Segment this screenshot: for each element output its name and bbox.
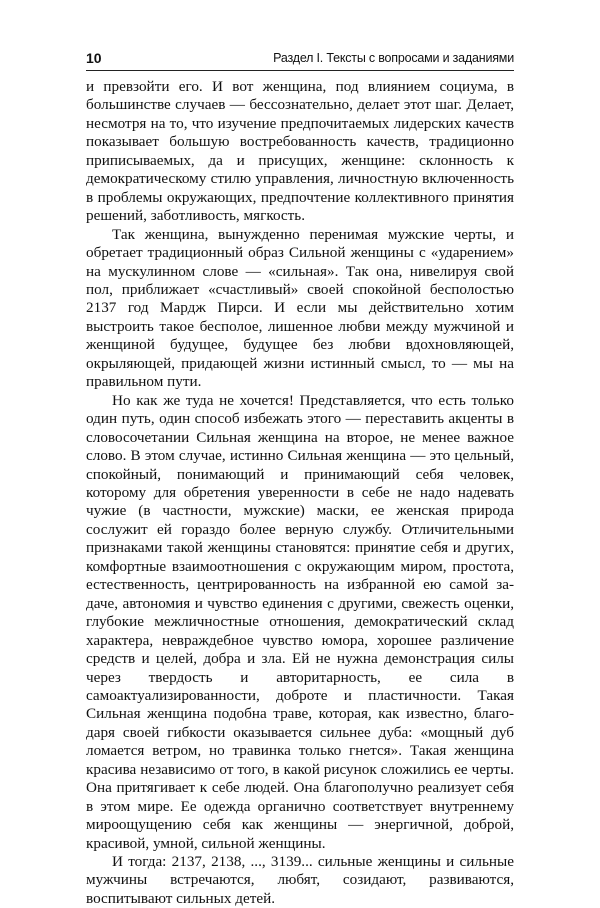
paragraph-3: Но как же туда не хочется! Представляется, что есть только один путь, один способ избежать этого — переставить акценты в словосочетании Сильная женщина на второе, не менее важное слово. В этом случае, истинно Сильная женщина — это цельный, спокойный, понимающий и принимающий себя человек, которому для обретения уверенности в себе не надо надевать чужие (в частности, мужские) маски, ее женская природа сослужит ей гораздо более верную службу. Отличительными признаками такой женщины становятся: принятие себя и других, комфортные взаимоотношения с окружающим миром, простота, естественность, центрированность на избранной ею самой задаче, автономия и чувство единения с другими, свежесть оценки, глубокие межличностные отношения, демократический склад характера, невраждебное чувство юмора, хорошее различение средств и целей, добра и зла. Ей не нужна демонстрация силы через твердость и авторитарность, ее сила в самоактуализированности, доброте и пластичности. Такая Сильная женщина подобна траве, которая, как известно, благодаря своей гибкости оказывается сильнее дуба: «мощный дуб ломается ветром, но травинка только гнется». Такая женщина красива независимо от того, в какой рисунок сложились ее черты. Она притягивает к себе людей. Она благополучно реализует себя в этом мире. Ее одежда органично соответствует внутреннему мироощущению себя как женщины — энергичной, доброй, красивой, умной, сильной женщины. xyxy=(86,391,514,852)
running-head: Раздел I. Тексты с вопросами и заданиями xyxy=(273,51,514,65)
page-number: 10 xyxy=(86,50,102,66)
body-text xyxy=(86,78,514,908)
paragraph-4: И тогда: 2137, 2138, ..., 3139... сильные женщины и сильные мужчины встречаются, любят, созидают, развиваются, воспитывают сильных детей. xyxy=(86,853,514,907)
paragraph-1: и превзойти его. И вот женщина, под влиянием социума, в большинстве случаев — бессознательно, делает этот шаг. Делает, несмотря на то, что изучение предпочитаемых лидерских качеств показывает большую востребованность качеств, традиционно приписываемых, да и присущих, женщине: склонность к демократическому стилю управления, личностную включенность в проблемы окружающих, предпочтение коллективного принятия решений, заботливость, мягкость. xyxy=(86,78,514,225)
paragraph-2: Так женщина, вынужденно перенимая мужские черты, и обретает традиционный образ Сильной женщины с «ударением» на мускулинном слове — «сильная». Так она, нивелируя свой пол, приближает «счастливый» своей спокойной бесполостью 2137 год Мардж Пирси. И если мы действительно хотим выстроить такое бесполое, лишенное любви между мужчиной и женщиной будущее, будущее без любви вдохновляющей, окрыляющей, придающей жизни истинный смысл, то — мы на правильном пути. xyxy=(86,225,514,391)
page-header xyxy=(86,48,514,71)
